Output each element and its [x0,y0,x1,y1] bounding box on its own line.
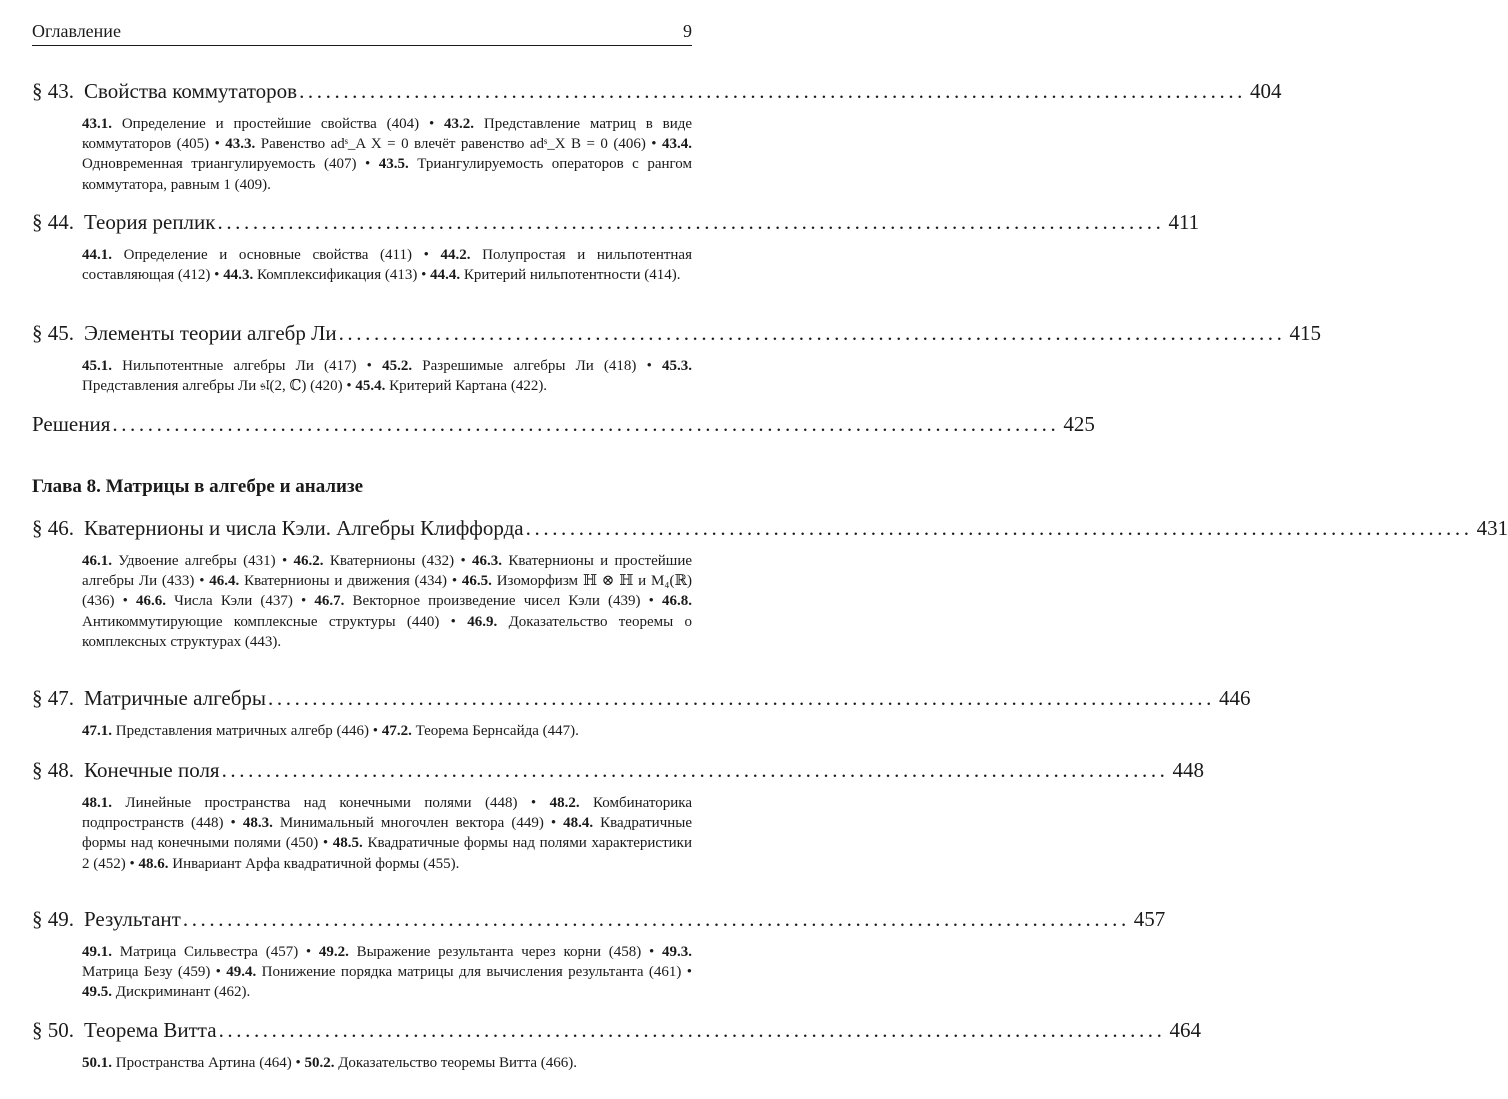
subsection-number: 47.2. [381,723,412,739]
section-heading[interactable] [32,685,1251,711]
section-title: Теория реплик [84,210,216,234]
dot-leader: ........................................................................................................... [112,412,1060,436]
subsection-number: 44.2. [440,247,471,263]
subsection-title[interactable]: Нильпотентные алгебры Ли (417) [122,358,357,374]
section-title: Решения [32,412,111,436]
section-title: Кватернионы и числа Кэли. Алгебры Клиффорда [84,516,524,540]
subsection-number: 48.4. [563,815,594,832]
section-number: § 49. [32,907,74,931]
subsection-title[interactable]: Квадратичные формы над полями характеристики 2 (452) [82,835,692,872]
dot-leader: ........................................................................................................... [221,758,1169,782]
subsection-number: 44.3. [223,267,254,284]
subsection-number: 46.7. [314,593,345,610]
subsection-title[interactable]: Доказательство теоремы Витта (466). [338,1055,577,1071]
subsection-number: 43.4. [662,136,692,153]
subsection-title[interactable]: Кватернионы и движения (434) [244,573,448,590]
section-number: § 48. [32,758,74,782]
section-page: 448 [1172,758,1205,782]
subsection-number: 46.8. [661,593,692,610]
subsection-number: 48.5. [332,835,363,852]
subsection-number: 43.1. [82,116,112,132]
subsection-title[interactable]: Выражение результанта через корни (458) [356,944,642,960]
toc-section-solutions [32,411,1095,437]
running-head-title: Оглавление [32,21,121,41]
section-heading[interactable] [32,906,1166,932]
subsection-title[interactable]: Матрица Безу (459) [82,964,211,981]
section-heading[interactable] [32,515,1508,541]
dot-leader: ........................................................................................................... [218,1018,1166,1042]
subsection-title[interactable]: Комплексификация (413) [256,267,418,284]
subsection-list: 44.1. Определение и основные свойства (411) • 44.2. Полупростая и нильпотентная составляющая (412) • 44.3. Комплексификация (413) • 44.4. Критерий нильпотентности (414). [82,247,692,284]
subsection-title[interactable]: Антикоммутирующие комплексные структуры (440) [82,613,440,630]
section-heading[interactable] [32,209,1200,235]
subsection-number: 43.2. [444,116,475,132]
subsection-number: 46.3. [472,553,503,569]
subsection-title[interactable]: Удвоение алгебры (431) [118,553,276,569]
subsection-title[interactable]: Доказательство теоремы о комплексных структурах (443). [82,613,692,650]
section-page: 446 [1219,686,1251,710]
subsection-title[interactable]: Инвариант Арфа квадратичной формы (455). [172,855,460,872]
subsection-number: 45.2. [382,358,413,374]
section-title: Конечные поля [84,758,220,782]
running-head [32,21,692,46]
subsection-number: 46.1. [82,553,112,569]
subsection-title[interactable]: Полупростая и нильпотентная составляющая (412) [82,247,692,284]
subsection-number: 48.1. [82,795,112,811]
subsection-number: 48.3. [242,815,273,832]
subsection-number: 46.2. [293,553,324,569]
subsection-title[interactable]: Представления алгебры Ли 𝔰𝔩(2, ℂ) (420) [82,378,343,395]
subsection-title[interactable]: Дискриминант (462). [115,984,251,1001]
subsection-title[interactable]: Разрешимые алгебры Ли (418) [422,358,637,374]
section-number: § 45. [32,321,74,345]
subsection-number: 50.2. [304,1055,335,1071]
subsection-title[interactable]: Минимальный многочлен вектора (449) [279,815,544,832]
subsection-title[interactable]: Изоморфизм ℍ ⊗ ℍ и M₄(ℝ) (436) [82,573,692,610]
section-number: § 47. [32,686,74,710]
subsection-number: 43.5. [378,156,409,173]
subsection-title[interactable]: Представления матричных алгебр (446) [115,723,370,739]
section-heading[interactable] [32,320,1322,346]
subsection-number: 46.4. [209,573,240,590]
subsection-number: 48.6. [138,855,169,872]
dot-leader: ........................................................................................................... [299,79,1247,103]
subsection-title[interactable]: Теорема Бернсайда (447). [415,723,579,739]
toc-section [32,685,1251,741]
subsection-title[interactable]: Представление матриц в виде коммутаторов (405) [82,116,693,153]
section-number: § 43. [32,79,74,103]
subsection-title[interactable]: Пространства Артина (464) [115,1055,292,1071]
subsection-number: 46.5. [461,573,492,590]
subsection-title[interactable]: Матрица Сильвестра (457) [119,944,299,960]
subsection-number: 44.4. [430,267,461,284]
toc-section [32,78,1282,195]
section-number: § 44. [32,210,74,234]
section-title: Свойства коммутаторов [84,79,298,103]
subsection-title[interactable]: Понижение порядка матрицы для вычисления результанта (461) [261,964,682,981]
toc-section [32,1017,1202,1073]
subsection-number: 44.1. [82,247,112,263]
section-heading[interactable] [32,78,1282,104]
subsection-number: 49.3. [661,944,692,960]
subsection-list: 50.1. Пространства Артина (464) • 50.2. Доказательство теоремы Витта (466). [82,1055,577,1071]
subsection-number: 47.1. [82,723,112,739]
section-heading[interactable] [32,1017,1202,1043]
section-number: § 50. [32,1018,74,1042]
section-page: 457 [1133,907,1166,931]
section-title: Результант [84,907,181,931]
subsection-title[interactable]: Линейные пространства над конечными полями (448) [125,795,518,811]
chapter-heading: Глава 8. Матрицы в алгебре и анализе [32,476,364,497]
subsection-number: 49.1. [82,944,112,960]
section-page: 404 [1250,79,1282,103]
subsection-title[interactable]: Определение и простейшие свойства (404) [121,116,420,132]
subsection-number: 49.4. [226,964,257,981]
subsection-title[interactable]: Критерий Картана (422). [389,378,548,395]
section-page: 415 [1289,321,1322,345]
toc-section [32,906,1166,1003]
subsection-title[interactable]: Триангулируемость операторов с рангом коммутатора, равным 1 (409). [82,156,692,193]
dot-leader: ........................................................................................................... [268,686,1215,710]
section-page: 411 [1168,210,1200,234]
subsection-list: 45.1. Нильпотентные алгебры Ли (417) • 45.2. Разрешимые алгебры Ли (418) • 45.3. Представления алгебры Ли 𝔰𝔩(2, ℂ) (420) • 45.4. Критерий Картана (422). [82,358,692,395]
subsection-number: 48.2. [549,795,580,811]
section-page: 431 [1476,516,1508,540]
subsection-number: 45.3. [662,358,692,374]
dot-leader: ........................................................................................................... [338,321,1286,345]
subsection-number: 49.2. [318,944,349,960]
subsection-list: 43.1. Определение и простейшие свойства (404) • 43.2. Представление матриц в виде коммутаторов (405) • 43.3. Равенство adˢ_A X = 0 влечёт равенство adˢ_X B = 0 (406) • 43.4. Одновременная триангулируемость (407) • 43.5. Триангулируемость операторов с рангом коммутатора, равным 1 (409). [82,116,693,193]
subsection-number: 43.3. [225,136,256,153]
subsection-title[interactable]: Кватернионы (432) [329,553,455,569]
dot-leader: ........................................................................................................... [525,516,1473,540]
subsection-title[interactable]: Кватернионы и простейшие алгебры Ли (433) [82,553,692,590]
subsection-title[interactable]: Комбинаторика подпространств (448) [82,795,693,832]
section-heading[interactable] [32,757,1205,783]
section-page: 425 [1063,412,1095,436]
toc-section [32,515,1508,652]
subsection-number: 50.1. [82,1055,112,1071]
subsection-title[interactable]: Равенство adˢ_A X = 0 влечёт равенство adˢ_X B = 0 (406) [260,136,646,153]
subsection-title[interactable]: Векторное произведение чисел Кэли (439) [352,593,641,610]
subsection-list: 49.1. Матрица Сильвестра (457) • 49.2. Выражение результанта через корни (458) • 49.3. Матрица Безу (459) • 49.4. Понижение порядка матрицы для вычисления результанта (461) • 49.5. Дискриминант (462). [82,944,692,1001]
subsection-list: 46.1. Удвоение алгебры (431) • 46.2. Кватернионы (432) • 46.3. Кватернионы и простейшие алгебры Ли (433) • 46.4. Кватернионы и движения (434) • 46.5. Изоморфизм ℍ ⊗ ℍ и M₄(ℝ) (436) • 46.6. Числа Кэли (437) • 46.7. Векторное произведение чисел Кэли (439) • 46.8. Антикоммутирующие комплексные структуры (440) • 46.9. Доказательство теоремы о комплексных структурах (443). [82,553,692,650]
dot-leader: ........................................................................................................... [217,210,1165,234]
subsection-title[interactable]: Числа Кэли (437) [174,593,293,610]
subsection-number: 45.1. [82,358,112,374]
section-title: Элементы теории алгебр Ли [84,321,337,345]
subsection-number: 49.5. [82,984,112,1001]
section-number: § 46. [32,516,74,540]
section-title: Теорема Витта [84,1018,217,1042]
subsection-title[interactable]: Определение и основные свойства (411) [123,247,412,263]
section-page: 464 [1169,1018,1202,1042]
subsection-title[interactable]: Одновременная триангулируемость (407) [82,156,357,173]
dot-leader: ........................................................................................................... [182,907,1130,931]
section-title: Матричные алгебры [84,686,267,710]
toc-section [32,320,1322,396]
subsection-number: 46.6. [136,593,166,610]
subsection-title[interactable]: Квадратичные формы над конечными полями (450) [82,815,693,852]
subsection-list: 47.1. Представления матричных алгебр (446) • 47.2. Теорема Бернсайда (447). [82,723,579,739]
subsection-number: 45.4. [355,378,386,395]
subsection-list: 48.1. Линейные пространства над конечными полями (448) • 48.2. Комбинаторика подпространств (448) • 48.3. Минимальный многочлен вектора (449) • 48.4. Квадратичные формы над конечными полями (450) • 48.5. Квадратичные формы над полями характеристики 2 (452) • 48.6. Инвариант Арфа квадратичной формы (455). [82,795,693,872]
section-heading[interactable] [32,411,1095,437]
toc-section [32,757,1205,874]
page-number: 9 [683,21,692,41]
toc-section [32,209,1200,285]
subsection-title[interactable]: Критерий нильпотентности (414). [463,267,681,284]
subsection-number: 46.9. [467,613,498,630]
